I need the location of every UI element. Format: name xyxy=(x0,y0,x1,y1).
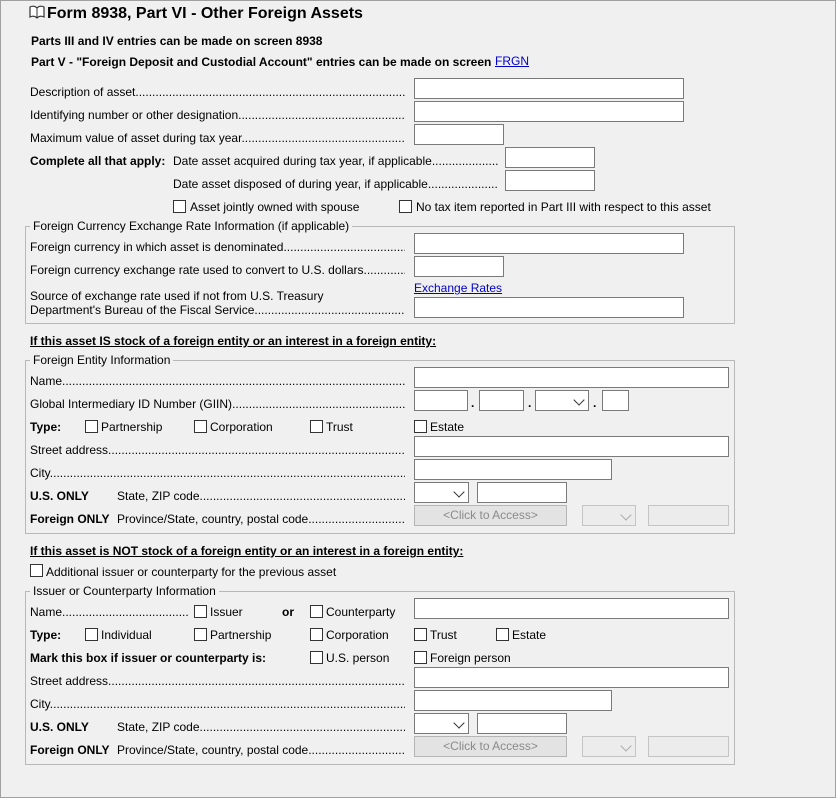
issuer-street-label: Street address ..... xyxy=(30,674,405,689)
no-tax-item-label: No tax item reported in Part III with respect to this asset xyxy=(416,200,711,214)
note-part-v: Part V - "Foreign Deposit and Custodial Account" entries can be made on screen xyxy=(31,55,492,69)
issuer-individual-label: Individual xyxy=(101,628,152,642)
issuer-legend: Issuer or Counterparty Information xyxy=(30,584,219,598)
date-acquired-label: Date asset acquired during tax year, if applicable ..... xyxy=(173,154,498,169)
entity-partnership-label: Partnership xyxy=(101,420,163,434)
entity-partnership-checkbox[interactable] xyxy=(85,420,98,433)
issuer-partnership-checkbox[interactable] xyxy=(194,628,207,641)
description-label: Description of asset ..... xyxy=(30,85,405,100)
entity-trust-checkbox[interactable] xyxy=(310,420,323,433)
us-person-label: U.S. person xyxy=(326,651,390,665)
issuer-estate-checkbox[interactable] xyxy=(496,628,509,641)
entity-street-label: Street address ..... xyxy=(30,443,405,458)
chevron-down-icon xyxy=(453,486,464,497)
entity-click-to-access-button[interactable]: <Click to Access> xyxy=(414,505,567,526)
issuer-click-to-access-button[interactable]: <Click to Access> xyxy=(414,736,567,757)
issuer-state-select[interactable] xyxy=(414,713,469,734)
issuer-corporation-label: Corporation xyxy=(326,628,389,642)
entity-state-select[interactable] xyxy=(414,482,469,503)
issuer-zip-input[interactable] xyxy=(477,713,567,734)
entity-name-input[interactable] xyxy=(414,367,729,388)
jointly-owned-label: Asset jointly owned with spouse xyxy=(190,200,360,214)
entity-city-label: City ..... xyxy=(30,466,405,481)
fx-rate-label: Foreign currency exchange rate used to convert to U.S. dollars ..... xyxy=(30,263,405,278)
issuer-individual-checkbox[interactable] xyxy=(85,628,98,641)
issuer-trust-label: Trust xyxy=(430,628,457,642)
giin-separator: . xyxy=(471,396,475,410)
fx-currency-label: Foreign currency in which asset is denominated ..... xyxy=(30,240,405,255)
fx-source-input[interactable] xyxy=(414,297,684,318)
jointly-owned-checkbox[interactable] xyxy=(173,200,186,213)
date-disposed-input[interactable] xyxy=(505,170,595,191)
mark-box-label: Mark this box if issuer or counterparty is: xyxy=(30,651,267,665)
date-acquired-input[interactable] xyxy=(505,147,595,168)
issuer-state-zip-label: State, ZIP code ..... xyxy=(117,720,405,735)
entity-street-input[interactable] xyxy=(414,436,729,457)
entity-corporation-label: Corporation xyxy=(210,420,273,434)
foreign-person-label: Foreign person xyxy=(430,651,511,665)
identifying-label: Identifying number or other designation ..... xyxy=(30,108,405,123)
entity-trust-label: Trust xyxy=(326,420,353,434)
entity-state-zip-label: State, ZIP code ..... xyxy=(117,489,405,504)
issuer-checkbox[interactable] xyxy=(194,605,207,618)
entity-name-label: Name ..... xyxy=(30,374,405,389)
issuer-province-label: Province/State, country, postal code ..... xyxy=(117,743,405,758)
entity-country-select[interactable] xyxy=(582,505,636,526)
complete-all-label: Complete all that apply: xyxy=(30,154,166,168)
issuer-postal-input[interactable] xyxy=(648,736,729,757)
entity-estate-label: Estate xyxy=(430,420,465,434)
issuer-name-label: Name ..... xyxy=(30,605,188,620)
issuer-street-input[interactable] xyxy=(414,667,729,688)
entity-zip-input[interactable] xyxy=(477,482,567,503)
identifying-input[interactable] xyxy=(414,101,684,122)
fx-currency-input[interactable] xyxy=(414,233,684,254)
frgn-link[interactable]: FRGN xyxy=(495,54,529,68)
fx-source-label-1: Source of exchange rate used if not from U.S. Treasury xyxy=(30,289,324,303)
fx-source-label-2: Department's Bureau of the Fiscal Service ..... xyxy=(30,303,405,318)
giin-input-2[interactable] xyxy=(479,390,524,411)
chevron-down-icon xyxy=(620,509,631,520)
issuer-estate-label: Estate xyxy=(512,628,547,642)
issuer-us-only-label: U.S. ONLY xyxy=(30,720,89,734)
chevron-down-icon xyxy=(453,717,464,728)
issuer-country-select[interactable] xyxy=(582,736,636,757)
entity-us-only-label: U.S. ONLY xyxy=(30,489,89,503)
issuer-heading: If this asset is NOT stock of a foreign entity or an interest in a foreign entity: xyxy=(30,544,464,558)
entity-city-input[interactable] xyxy=(414,459,612,480)
giin-input-1[interactable] xyxy=(414,390,468,411)
note-parts-iii-iv: Parts III and IV entries can be made on screen 8938 xyxy=(31,34,323,48)
giin-separator: . xyxy=(593,396,597,410)
entity-type-label: Type: xyxy=(30,420,62,434)
issuer-partnership-label: Partnership xyxy=(210,628,272,642)
entity-legend: Foreign Entity Information xyxy=(30,353,173,367)
issuer-name-input[interactable] xyxy=(414,598,729,619)
issuer-city-input[interactable] xyxy=(414,690,612,711)
counterparty-checkbox[interactable] xyxy=(310,605,323,618)
giin-separator: . xyxy=(528,396,532,410)
exchange-rates-link[interactable]: Exchange Rates xyxy=(414,281,503,295)
giin-label: Global Intermediary ID Number (GIIN) ..... xyxy=(30,397,405,412)
counterparty-checkbox-label: Counterparty xyxy=(326,605,396,619)
entity-postal-input[interactable] xyxy=(648,505,729,526)
entity-foreign-only-label: Foreign ONLY xyxy=(30,512,110,526)
issuer-city-label: City ..... xyxy=(30,697,405,712)
book-icon xyxy=(29,5,45,22)
issuer-foreign-only-label: Foreign ONLY xyxy=(30,743,110,757)
giin-input-3[interactable] xyxy=(602,390,629,411)
entity-province-label: Province/State, country, postal code ..... xyxy=(117,512,405,527)
additional-issuer-checkbox[interactable] xyxy=(30,564,43,577)
entity-heading: If this asset IS stock of a foreign entity or an interest in a foreign entity: xyxy=(30,334,437,348)
issuer-checkbox-label: Issuer xyxy=(210,605,243,619)
chevron-down-icon xyxy=(620,740,631,751)
issuer-type-label: Type: xyxy=(30,628,62,642)
entity-estate-checkbox[interactable] xyxy=(414,420,427,433)
additional-issuer-label: Additional issuer or counterparty for the previous asset xyxy=(46,565,337,579)
max-value-label: Maximum value of asset during tax year ..... xyxy=(30,131,405,146)
no-tax-item-checkbox[interactable] xyxy=(399,200,412,213)
or-label: or xyxy=(282,605,294,619)
giin-select[interactable] xyxy=(535,390,589,411)
us-person-checkbox[interactable] xyxy=(310,651,323,664)
issuer-corporation-checkbox[interactable] xyxy=(310,628,323,641)
description-input[interactable] xyxy=(414,78,684,99)
foreign-person-checkbox[interactable] xyxy=(414,651,427,664)
fx-rate-input[interactable] xyxy=(414,256,504,277)
fx-legend: Foreign Currency Exchange Rate Information (if applicable) xyxy=(30,219,352,233)
chevron-down-icon xyxy=(573,394,584,405)
page-title: Form 8938, Part VI - Other Foreign Assets xyxy=(47,5,363,22)
issuer-trust-checkbox[interactable] xyxy=(414,628,427,641)
max-value-input[interactable] xyxy=(414,124,504,145)
entity-corporation-checkbox[interactable] xyxy=(194,420,207,433)
date-disposed-label: Date asset disposed of during year, if applicable ..... xyxy=(173,177,498,192)
